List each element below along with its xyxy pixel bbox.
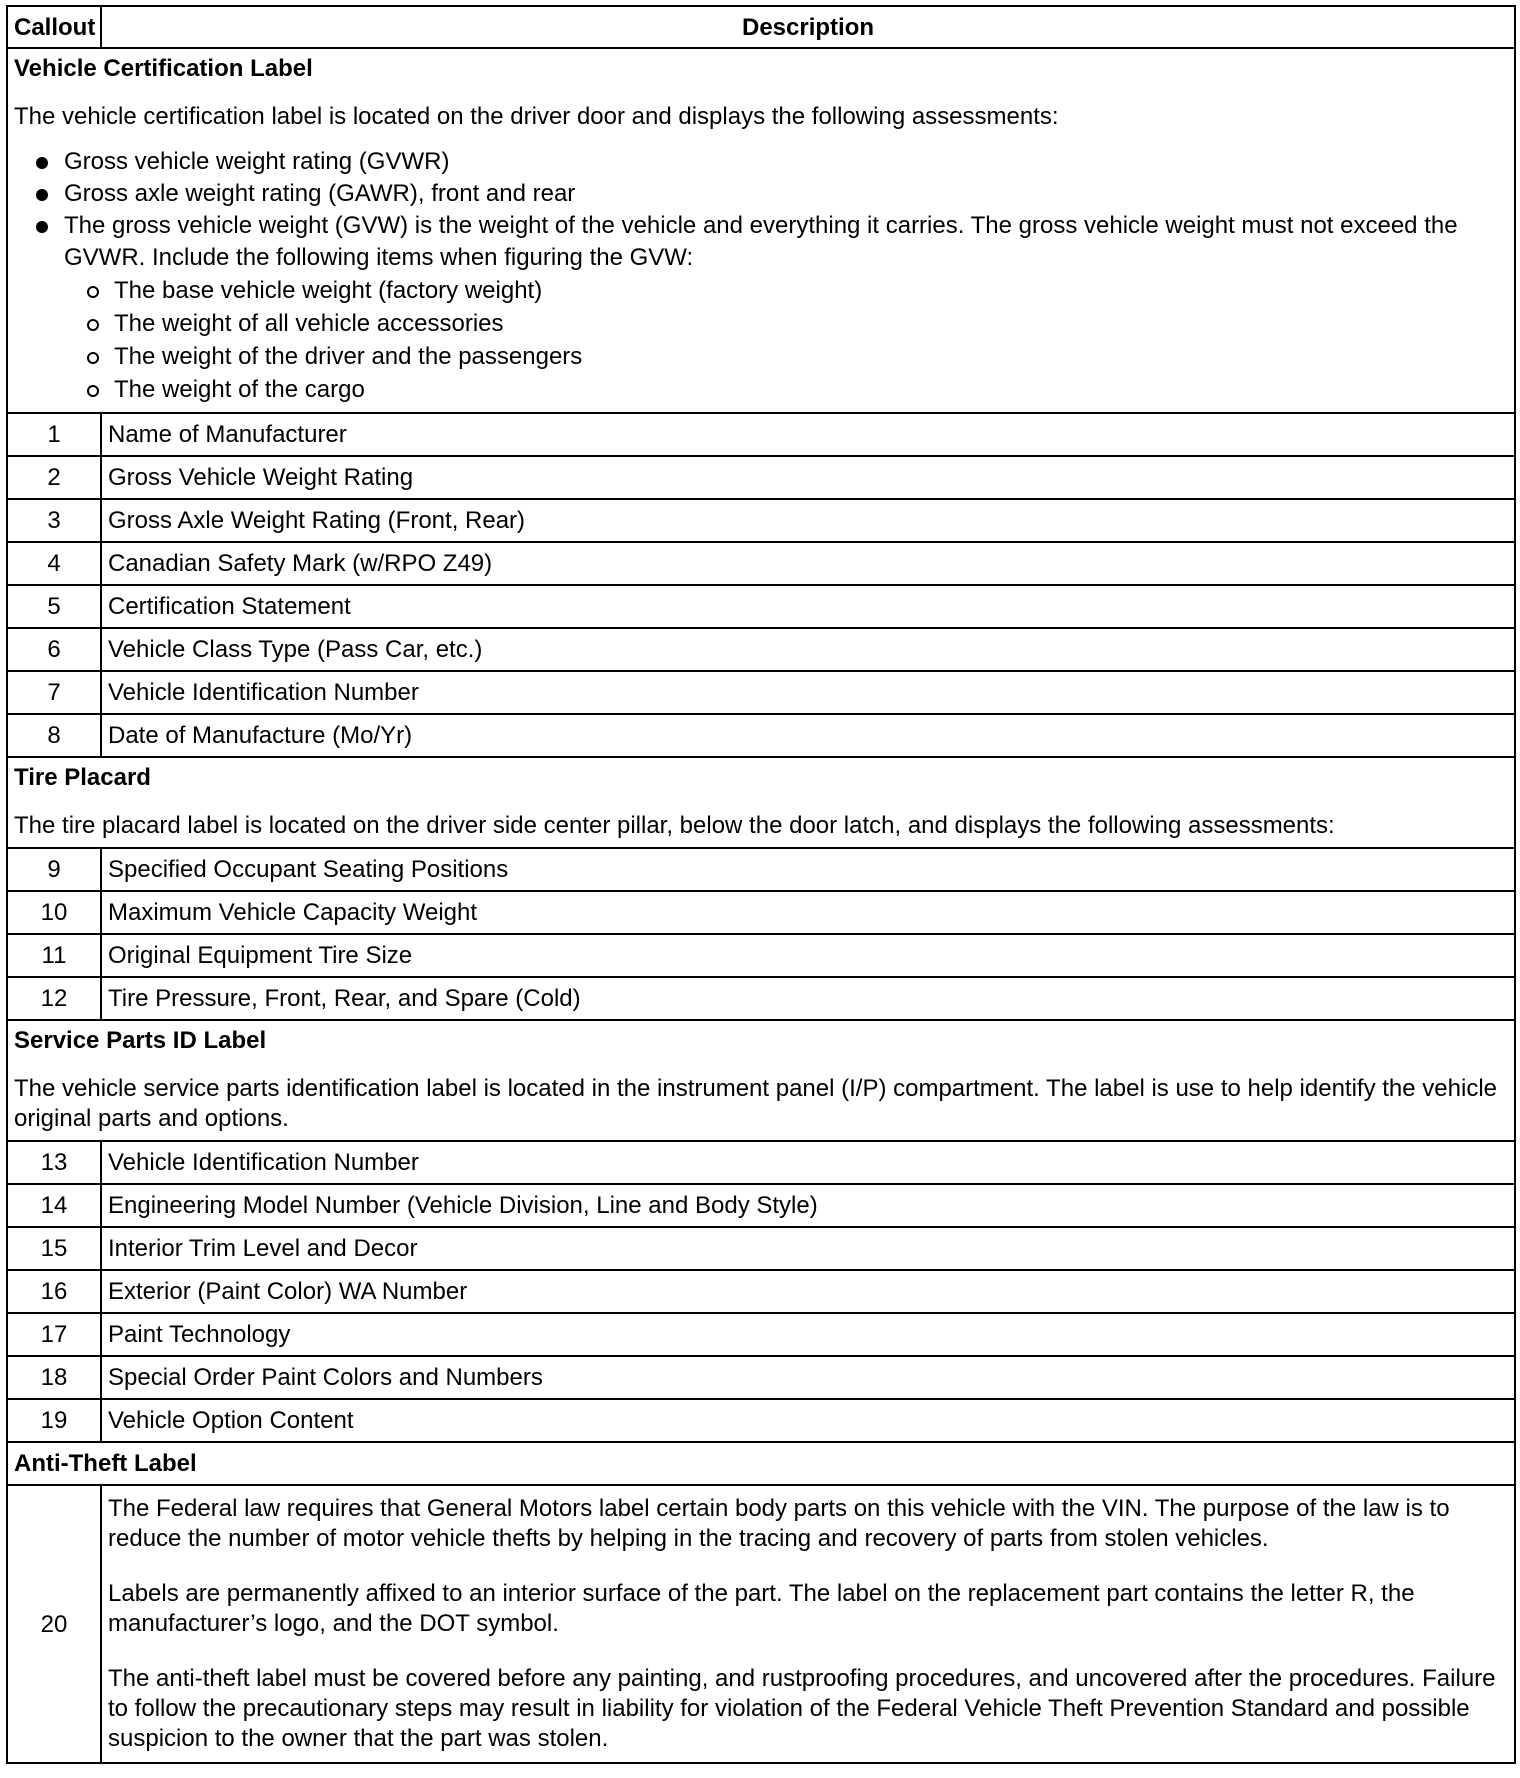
- callout-number: 8: [7, 714, 101, 757]
- section-row-service-parts: [7, 1020, 1515, 1141]
- callout-number: 17: [7, 1313, 101, 1356]
- section-title: Tire Placard: [14, 764, 151, 791]
- callout-number: 20: [7, 1485, 101, 1763]
- bullet-list: [14, 146, 1508, 406]
- section-title: Service Parts ID Label: [14, 1027, 267, 1054]
- callout-description: Exterior (Paint Color) WA Number: [101, 1270, 1515, 1313]
- callout-description: Maximum Vehicle Capacity Weight: [101, 891, 1515, 934]
- section-intro: The vehicle service parts identification label is located in the instrument panel (I/P) compartment. The label is use to help identify the vehicle original parts and options.: [14, 1075, 1497, 1132]
- callout-number: 13: [7, 1141, 101, 1184]
- table-row: [7, 585, 1515, 628]
- callout-description: Tire Pressure, Front, Rear, and Spare (Cold): [101, 977, 1515, 1020]
- table-header-row: [7, 6, 1515, 48]
- table-row: [7, 1356, 1515, 1399]
- table-row: [7, 1270, 1515, 1313]
- callout-description: Certification Statement: [101, 585, 1515, 628]
- callout-description: Gross Axle Weight Rating (Front, Rear): [101, 499, 1515, 542]
- callout-number: 12: [7, 977, 101, 1020]
- callout-number: 3: [7, 499, 101, 542]
- section-cell: [7, 757, 1515, 848]
- table-row: [7, 934, 1515, 977]
- callout-description: Vehicle Option Content: [101, 1399, 1515, 1442]
- sub-bullet-item: The base vehicle weight (factory weight): [64, 274, 1508, 307]
- sub-bullet-item: The weight of the driver and the passengers: [64, 340, 1508, 373]
- section-row-anti-theft: [7, 1442, 1515, 1485]
- section-row-vehicle-cert: [7, 48, 1515, 413]
- table-row: [7, 499, 1515, 542]
- callout-number: 11: [7, 934, 101, 977]
- callout-number: 2: [7, 456, 101, 499]
- callout-description: Paint Technology: [101, 1313, 1515, 1356]
- callout-number: 10: [7, 891, 101, 934]
- paragraph: The anti-theft label must be covered before any painting, and rustproofing procedures, and uncovered after the procedures. Failure to follow the precautionary steps may result in liability for violation of the Federal Vehicle Theft Prevention Standard and possible suspicion to the owner that the part was stolen.: [108, 1665, 1496, 1752]
- callout-number: 6: [7, 628, 101, 671]
- callout-number: 19: [7, 1399, 101, 1442]
- section-cell: [7, 1020, 1515, 1141]
- sub-bullet-item: The weight of the cargo: [64, 373, 1508, 406]
- callout-description: Date of Manufacture (Mo/Yr): [101, 714, 1515, 757]
- sub-bullet-item: The weight of all vehicle accessories: [64, 307, 1508, 340]
- callout-description: Vehicle Class Type (Pass Car, etc.): [101, 628, 1515, 671]
- callout-description: Engineering Model Number (Vehicle Division, Line and Body Style): [101, 1184, 1515, 1227]
- table-row: [7, 1485, 1515, 1763]
- section-row-tire-placard: [7, 757, 1515, 848]
- paragraph: The Federal law requires that General Motors label certain body parts on this vehicle with the VIN. The purpose of the law is to reduce the number of motor vehicle thefts by helping in the tracing and recovery of parts from stolen vehicles.: [108, 1495, 1450, 1552]
- bullet-text: The gross vehicle weight (GVW) is the weight of the vehicle and everything it carries. The gross vehicle weight must not exceed the GVWR. Include the following items when figuring the GVW:: [64, 212, 1458, 271]
- callout-number: 15: [7, 1227, 101, 1270]
- table-row: [7, 671, 1515, 714]
- paragraph: Labels are permanently affixed to an interior surface of the part. The label on the replacement part contains the letter R, the manufacturer’s logo, and the DOT symbol.: [108, 1580, 1415, 1637]
- table-row: [7, 456, 1515, 499]
- callout-description: Original Equipment Tire Size: [101, 934, 1515, 977]
- callout-description: Name of Manufacturer: [101, 413, 1515, 456]
- callout-number: 7: [7, 671, 101, 714]
- callout-number: 4: [7, 542, 101, 585]
- description-column-header: Description: [101, 6, 1515, 48]
- table-row: [7, 1141, 1515, 1184]
- bullet-item: Gross vehicle weight rating (GVWR): [14, 146, 1508, 178]
- callout-description: Vehicle Identification Number: [101, 1141, 1515, 1184]
- callout-description: Specified Occupant Seating Positions: [101, 848, 1515, 891]
- callout-number: 16: [7, 1270, 101, 1313]
- table-row: [7, 977, 1515, 1020]
- bullet-item: [14, 210, 1508, 406]
- callout-table: [6, 5, 1516, 1764]
- callout-description: Special Order Paint Colors and Numbers: [101, 1356, 1515, 1399]
- section-cell: [7, 48, 1515, 413]
- table-row: [7, 1184, 1515, 1227]
- table-row: [7, 1399, 1515, 1442]
- callout-column-header: Callout: [7, 6, 101, 48]
- table-row: [7, 413, 1515, 456]
- callout-description: Interior Trim Level and Decor: [101, 1227, 1515, 1270]
- section-title-text: Anti-Theft Label: [14, 1450, 197, 1477]
- callout-number: 9: [7, 848, 101, 891]
- callout-number: 1: [7, 413, 101, 456]
- bullet-item: Gross axle weight rating (GAWR), front and rear: [14, 178, 1508, 210]
- callout-description: Canadian Safety Mark (w/RPO Z49): [101, 542, 1515, 585]
- section-intro: The vehicle certification label is located on the driver door and displays the following assessments:: [14, 103, 1059, 130]
- callout-description: Gross Vehicle Weight Rating: [101, 456, 1515, 499]
- callout-description: Vehicle Identification Number: [101, 671, 1515, 714]
- callout-description: [101, 1485, 1515, 1763]
- section-title: [7, 1442, 1515, 1485]
- table-row: [7, 1313, 1515, 1356]
- callout-number: 5: [7, 585, 101, 628]
- callout-number: 14: [7, 1184, 101, 1227]
- section-title: Vehicle Certification Label: [14, 55, 313, 82]
- sub-bullet-list: [64, 274, 1508, 406]
- table-row: [7, 848, 1515, 891]
- table-row: [7, 891, 1515, 934]
- table-row: [7, 714, 1515, 757]
- document-page: [6, 5, 1514, 1764]
- table-row: [7, 628, 1515, 671]
- section-intro: The tire placard label is located on the driver side center pillar, below the door latch, and displays the following assessments:: [14, 812, 1335, 839]
- table-row: [7, 1227, 1515, 1270]
- table-row: [7, 542, 1515, 585]
- callout-number: 18: [7, 1356, 101, 1399]
